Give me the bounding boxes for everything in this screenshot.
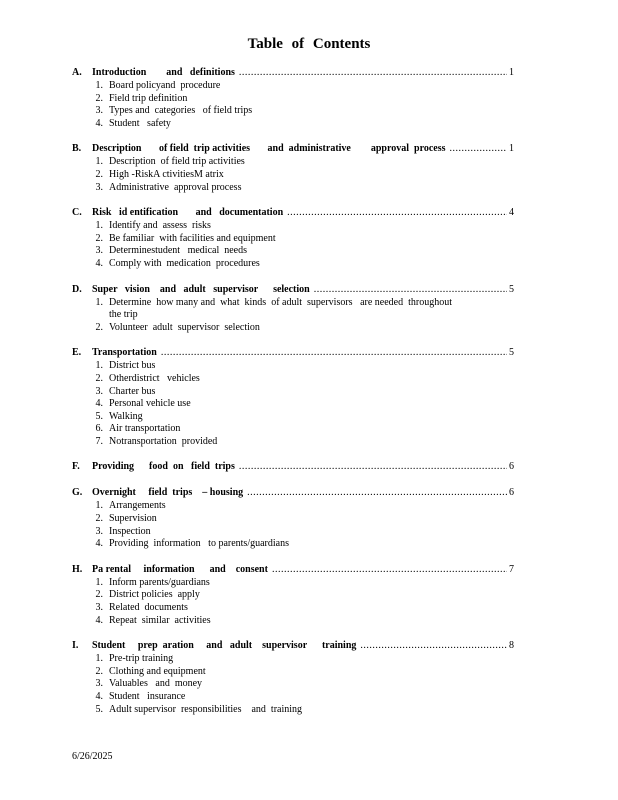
list-item[interactable] — [72, 386, 514, 399]
list-item-label: Types and categories of field trips — [109, 105, 253, 117]
list-item-number: 2. — [95, 589, 103, 601]
list-item-number: 2. — [95, 321, 103, 333]
list-item-number: 2. — [95, 232, 103, 244]
section-letter: B. — [72, 143, 82, 155]
section-title: Transportation — [92, 347, 157, 359]
list-item-label: Pre-trip training — [109, 653, 174, 665]
list-item-label: Inspection — [109, 525, 151, 537]
list-item-label: Providing information to parents/guardians — [109, 538, 289, 550]
list-item-label: Otherdistrict vehicles — [109, 372, 200, 384]
list-item-label: Description of field trip activities — [109, 156, 245, 168]
list-item-label: High -RiskA ctivitiesM atrix — [109, 168, 224, 180]
footer-date: 6/26/2025 — [72, 751, 113, 762]
list-item[interactable] — [72, 691, 514, 704]
list-item-number: 4. — [95, 538, 103, 550]
section-title: Risk id entification and documentation — [92, 207, 284, 219]
section-letter: A. — [72, 67, 82, 78]
toc-section — [72, 485, 514, 550]
list-item-label: District policies apply — [109, 589, 200, 601]
list-item-number: 1. — [95, 220, 103, 232]
page-title: Table of Contents — [247, 36, 371, 52]
list-item-number: 6. — [95, 423, 103, 435]
list-item[interactable] — [72, 80, 514, 93]
section-letter: E. — [72, 347, 82, 359]
list-item[interactable] — [72, 245, 514, 258]
section-page-number: 6 — [509, 487, 514, 499]
dot-leader — [161, 345, 507, 360]
section-page-number: 5 — [509, 347, 514, 359]
list-item-number: 3. — [95, 678, 103, 690]
section-page-number: 4 — [509, 207, 514, 219]
section-page-number: 6 — [509, 461, 514, 473]
list-item-label: Repeat similar activities — [109, 614, 211, 626]
list-item-number: 3. — [95, 525, 103, 537]
list-item-number: 1. — [95, 296, 103, 308]
list-item-label: Notransportation provided — [109, 435, 218, 447]
list-item[interactable] — [72, 156, 514, 169]
section-title: Introduction and definitions — [92, 67, 235, 78]
list-item-label: Board policyand procedure — [109, 80, 221, 91]
list-item-number: 5. — [95, 703, 103, 715]
toc-section — [72, 562, 514, 627]
list-item-label: Valuables and money — [109, 678, 203, 690]
section-page-number: 8 — [509, 640, 514, 652]
list-item-number: 3. — [95, 181, 103, 193]
list-item-label: Administrative approval process — [109, 181, 242, 193]
section-page-number: 7 — [509, 563, 514, 575]
list-item-label: Related documents — [109, 602, 188, 614]
section-item-list — [72, 360, 514, 448]
list-item-number: 1. — [95, 156, 103, 168]
list-item-number: 3. — [95, 602, 103, 614]
list-item[interactable] — [72, 513, 514, 526]
list-item-number: 3. — [95, 105, 103, 117]
list-item-number: 1. — [95, 360, 103, 372]
list-item[interactable] — [72, 526, 514, 539]
dot-leader — [450, 141, 507, 156]
section-item-list — [72, 80, 514, 130]
toc-section — [72, 65, 514, 130]
list-item[interactable] — [72, 220, 514, 233]
list-item[interactable] — [72, 615, 514, 628]
table-of-contents — [72, 65, 514, 727]
list-item[interactable] — [72, 169, 514, 182]
list-item[interactable] — [72, 373, 514, 386]
section-item-list — [72, 653, 514, 716]
toc-section-heading[interactable] — [72, 485, 514, 500]
dot-leader — [360, 638, 507, 653]
list-item-label: Arrangements — [109, 500, 166, 512]
toc-section — [72, 459, 514, 474]
section-page-number: 5 — [509, 283, 514, 295]
list-item-label: Charter bus — [109, 385, 156, 397]
list-item-label: Student insurance — [109, 691, 186, 702]
list-item-label: Identify and assess risks — [109, 220, 211, 232]
list-item-number: 1. — [95, 576, 103, 588]
toc-section — [72, 282, 514, 335]
list-item-number: 4. — [95, 691, 103, 702]
list-item-number: 2. — [95, 92, 103, 104]
section-letter: F. — [72, 461, 80, 473]
list-item[interactable] — [72, 577, 514, 590]
list-item[interactable] — [72, 105, 514, 118]
list-item[interactable] — [72, 602, 514, 615]
toc-section — [72, 345, 514, 448]
list-item-label: Determine how many and what kinds of adult supervisors are needed throughout the trip — [109, 296, 452, 321]
section-title: Student prep aration and adult supervisor training — [92, 640, 357, 652]
section-item-list — [72, 220, 514, 270]
list-item-number: 3. — [95, 245, 103, 257]
list-item-label: Comply with medication procedures — [109, 257, 260, 269]
section-letter: D. — [72, 283, 82, 295]
list-item[interactable] — [72, 589, 514, 602]
list-item[interactable] — [72, 258, 514, 271]
list-item[interactable] — [72, 666, 514, 679]
section-title: Overnight field trips – housing — [92, 487, 244, 499]
list-item[interactable] — [72, 678, 514, 691]
dot-leader — [247, 485, 507, 500]
list-item-number: 4. — [95, 614, 103, 626]
section-page-number: 1 — [509, 67, 514, 78]
toc-section-heading[interactable] — [72, 638, 514, 653]
list-item-number: 4. — [95, 257, 103, 269]
list-item-label: Field trip definition — [109, 92, 188, 104]
dot-leader — [239, 65, 507, 80]
list-item-number: 1. — [95, 500, 103, 512]
section-item-list — [72, 577, 514, 627]
toc-section — [72, 638, 514, 716]
list-item[interactable] — [72, 411, 514, 424]
list-item-number: 2. — [95, 513, 103, 525]
list-item[interactable] — [72, 233, 514, 246]
list-item-number: 5. — [95, 410, 103, 422]
section-item-list — [72, 156, 514, 194]
list-item-label: District bus — [109, 360, 156, 372]
dot-leader — [272, 562, 507, 577]
list-item-label: Determinestudent medical needs — [109, 245, 248, 257]
list-item-number: 1. — [95, 80, 103, 91]
section-title: Pa rental information and consent — [92, 563, 268, 575]
list-item-label: Clothing and equipment — [109, 665, 206, 677]
list-item[interactable] — [72, 538, 514, 551]
list-item-label: Be familiar with facilities and equipment — [109, 232, 276, 244]
section-letter: I. — [72, 640, 79, 652]
list-item[interactable] — [72, 118, 514, 131]
section-item-list — [72, 297, 514, 335]
list-item[interactable] — [72, 704, 514, 717]
section-title: Super vision and adult supervisor selection — [92, 283, 310, 295]
list-item-number: 4. — [95, 117, 103, 129]
section-title: Providing food on field trips — [92, 461, 235, 473]
section-title: Description of field trip activities and administrative approval process — [92, 143, 446, 155]
toc-section-heading[interactable] — [72, 562, 514, 577]
section-letter: C. — [72, 207, 82, 219]
list-item-number: 2. — [95, 665, 103, 677]
section-item-list — [72, 500, 514, 550]
list-item-label: Inform parents/guardians — [109, 576, 210, 588]
list-item[interactable] — [72, 322, 514, 335]
toc-section-heading[interactable] — [72, 65, 514, 80]
list-item-label: Walking — [109, 410, 143, 422]
section-page-number: 1 — [509, 143, 514, 155]
toc-section — [72, 141, 514, 194]
toc-section-heading[interactable] — [72, 345, 514, 360]
list-item[interactable] — [72, 423, 514, 436]
list-item-number: 2. — [95, 372, 103, 384]
list-item-number: 2. — [95, 168, 103, 180]
list-item-label: Air transportation — [109, 423, 181, 435]
section-letter: G. — [72, 487, 83, 499]
list-item-label: Personal vehicle use — [109, 398, 191, 410]
toc-section — [72, 205, 514, 270]
section-letter: H. — [72, 563, 83, 575]
list-item[interactable] — [72, 398, 514, 411]
toc-section-heading[interactable] — [72, 205, 514, 220]
dot-leader — [314, 282, 507, 297]
list-item[interactable] — [72, 360, 514, 373]
list-item-number: 7. — [95, 435, 103, 447]
list-item[interactable] — [72, 182, 514, 195]
list-item[interactable] — [72, 297, 514, 322]
list-item[interactable] — [72, 436, 514, 449]
dot-leader — [287, 205, 507, 220]
list-item[interactable] — [72, 653, 514, 666]
list-item-number: 4. — [95, 398, 103, 410]
toc-section-heading[interactable] — [72, 141, 514, 156]
list-item[interactable] — [72, 93, 514, 106]
toc-section-heading[interactable] — [72, 282, 514, 297]
list-item-label: Volunteer adult supervisor selection — [109, 321, 260, 333]
list-item-label: Adult supervisor responsibilities and training — [109, 703, 303, 715]
dot-leader — [239, 459, 507, 474]
toc-section-heading[interactable] — [72, 459, 514, 474]
list-item[interactable] — [72, 500, 514, 513]
list-item-number: 3. — [95, 385, 103, 397]
list-item-label: Student safety — [109, 117, 171, 129]
list-item-label: Supervision — [109, 513, 157, 525]
list-item-number: 1. — [95, 653, 103, 665]
